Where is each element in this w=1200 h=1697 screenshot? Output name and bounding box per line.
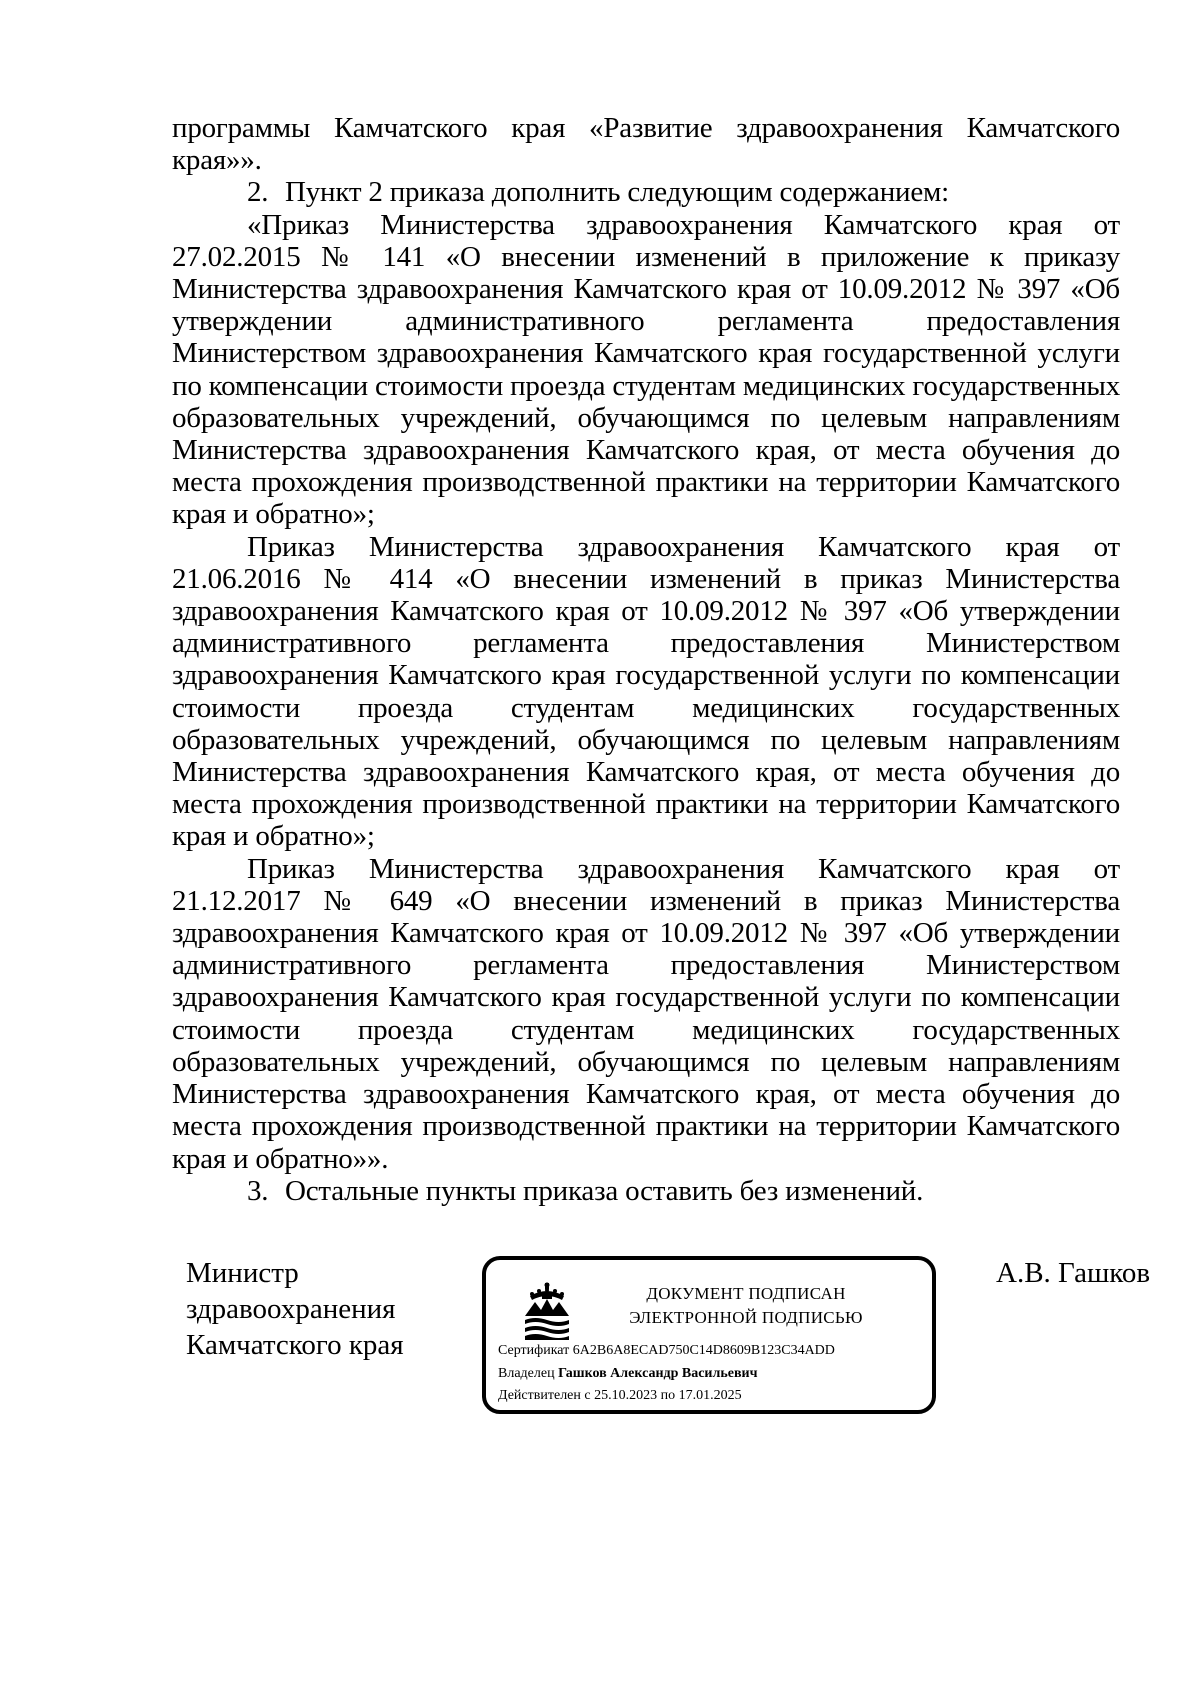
validity-to-prefix: по [660, 1388, 676, 1403]
paragraph-order-2015: «Приказ Министерства здравоохранения Камчатского края от 27.02.2015 № 141 «О внесении изменений в приложение к приказу Министерства здравоохранения Камчатского края от 10.09.2012 № 397 «Об утверждении административного регламента предоставления Министерством здравоохранения Камчатского края государственной услуги по компенсации стоимости проезда студентам медицинских государственных образовательных учреждений, обучающимся по целевым направлениям Министерства здравоохранения Камчатского края, от места обучения до места прохождения производственной практики на территории Камчатского края и обратно»; [172, 208, 1121, 531]
certificate-label: Сертификат [498, 1343, 570, 1358]
certificate-line [498, 1342, 835, 1360]
list-item-text: Пункт 2 приказа дополнить следующим содержанием: [285, 176, 950, 209]
paragraph-order-2016: Приказ Министерства здравоохранения Камчатского края от 21.06.2016 № 414 «О внесении изменений в приказ Министерства здравоохранения Камчатского края от 10.09.2012 № 397 «Об утверждении административного регламента предоставления Министерством здравоохранения Камчатского края государственной услуги по компенсации стоимости проезда студентам медицинских государственных образовательных учреждений, обучающимся по целевым направлениям Министерства здравоохранения Камчатского края, от места обучения до места прохождения производственной практики на территории Камчатского края и обратно»; [172, 530, 1120, 853]
owner-line [498, 1365, 758, 1383]
list-item-number: 2. [247, 176, 269, 209]
paragraph-order-2017: Приказ Министерства здравоохранения Камчатского края от 21.12.2017 № 649 «О внесении изменений в приказ Министерства здравоохранения Камчатского края от 10.09.2012 № 397 «Об утверждении административного регламента предоставления Министерством здравоохранения Камчатского края государственной услуги по компенсации стоимости проезда студентам медицинских государственных образовательных учреждений, обучающимся по целевым направлениям Министерства здравоохранения Камчатского края, от места обучения до места прохождения производственной практики на территории Камчатского края и обратно»». [172, 852, 1120, 1175]
position-line: здравоохранения [186, 1293, 396, 1325]
list-item-number: 3. [247, 1174, 269, 1207]
validity-to-date: 17.01.2025 [678, 1388, 742, 1403]
stamp-title-line: ДОКУМЕНТ ПОДПИСАН [646, 1284, 846, 1303]
electronic-signature-stamp [482, 1256, 936, 1414]
stamp-title [596, 1282, 896, 1330]
owner-label: Владелец [498, 1366, 555, 1381]
list-item-3 [172, 1175, 1120, 1207]
kamchatka-coat-of-arms-icon [522, 1282, 572, 1342]
paragraph-continuation: программы Камчатского края «Развитие здравоохранения Камчатского края»». [172, 112, 1120, 177]
owner-value: Гашков Александр Васильевич [558, 1366, 758, 1381]
document-body [172, 112, 1120, 1207]
position-line: Камчатского края [186, 1329, 404, 1361]
stamp-title-line: ЭЛЕКТРОННОЙ ПОДПИСЬЮ [629, 1308, 863, 1327]
signatory-name: А.В. Гашков [996, 1257, 1151, 1289]
list-item-2 [172, 176, 1120, 208]
position-line: Министр [186, 1257, 299, 1289]
validity-from-prefix: с [584, 1388, 591, 1403]
validity-label: Действителен [498, 1388, 581, 1403]
list-item-text: Остальные пункты приказа оставить без изменений. [285, 1174, 924, 1207]
certificate-value: 6A2B6A8ECAD750C14D8609B123C34ADD [572, 1343, 835, 1358]
validity-line [498, 1387, 742, 1405]
signatory-position [186, 1255, 404, 1363]
validity-from-date: 25.10.2023 [594, 1388, 658, 1403]
